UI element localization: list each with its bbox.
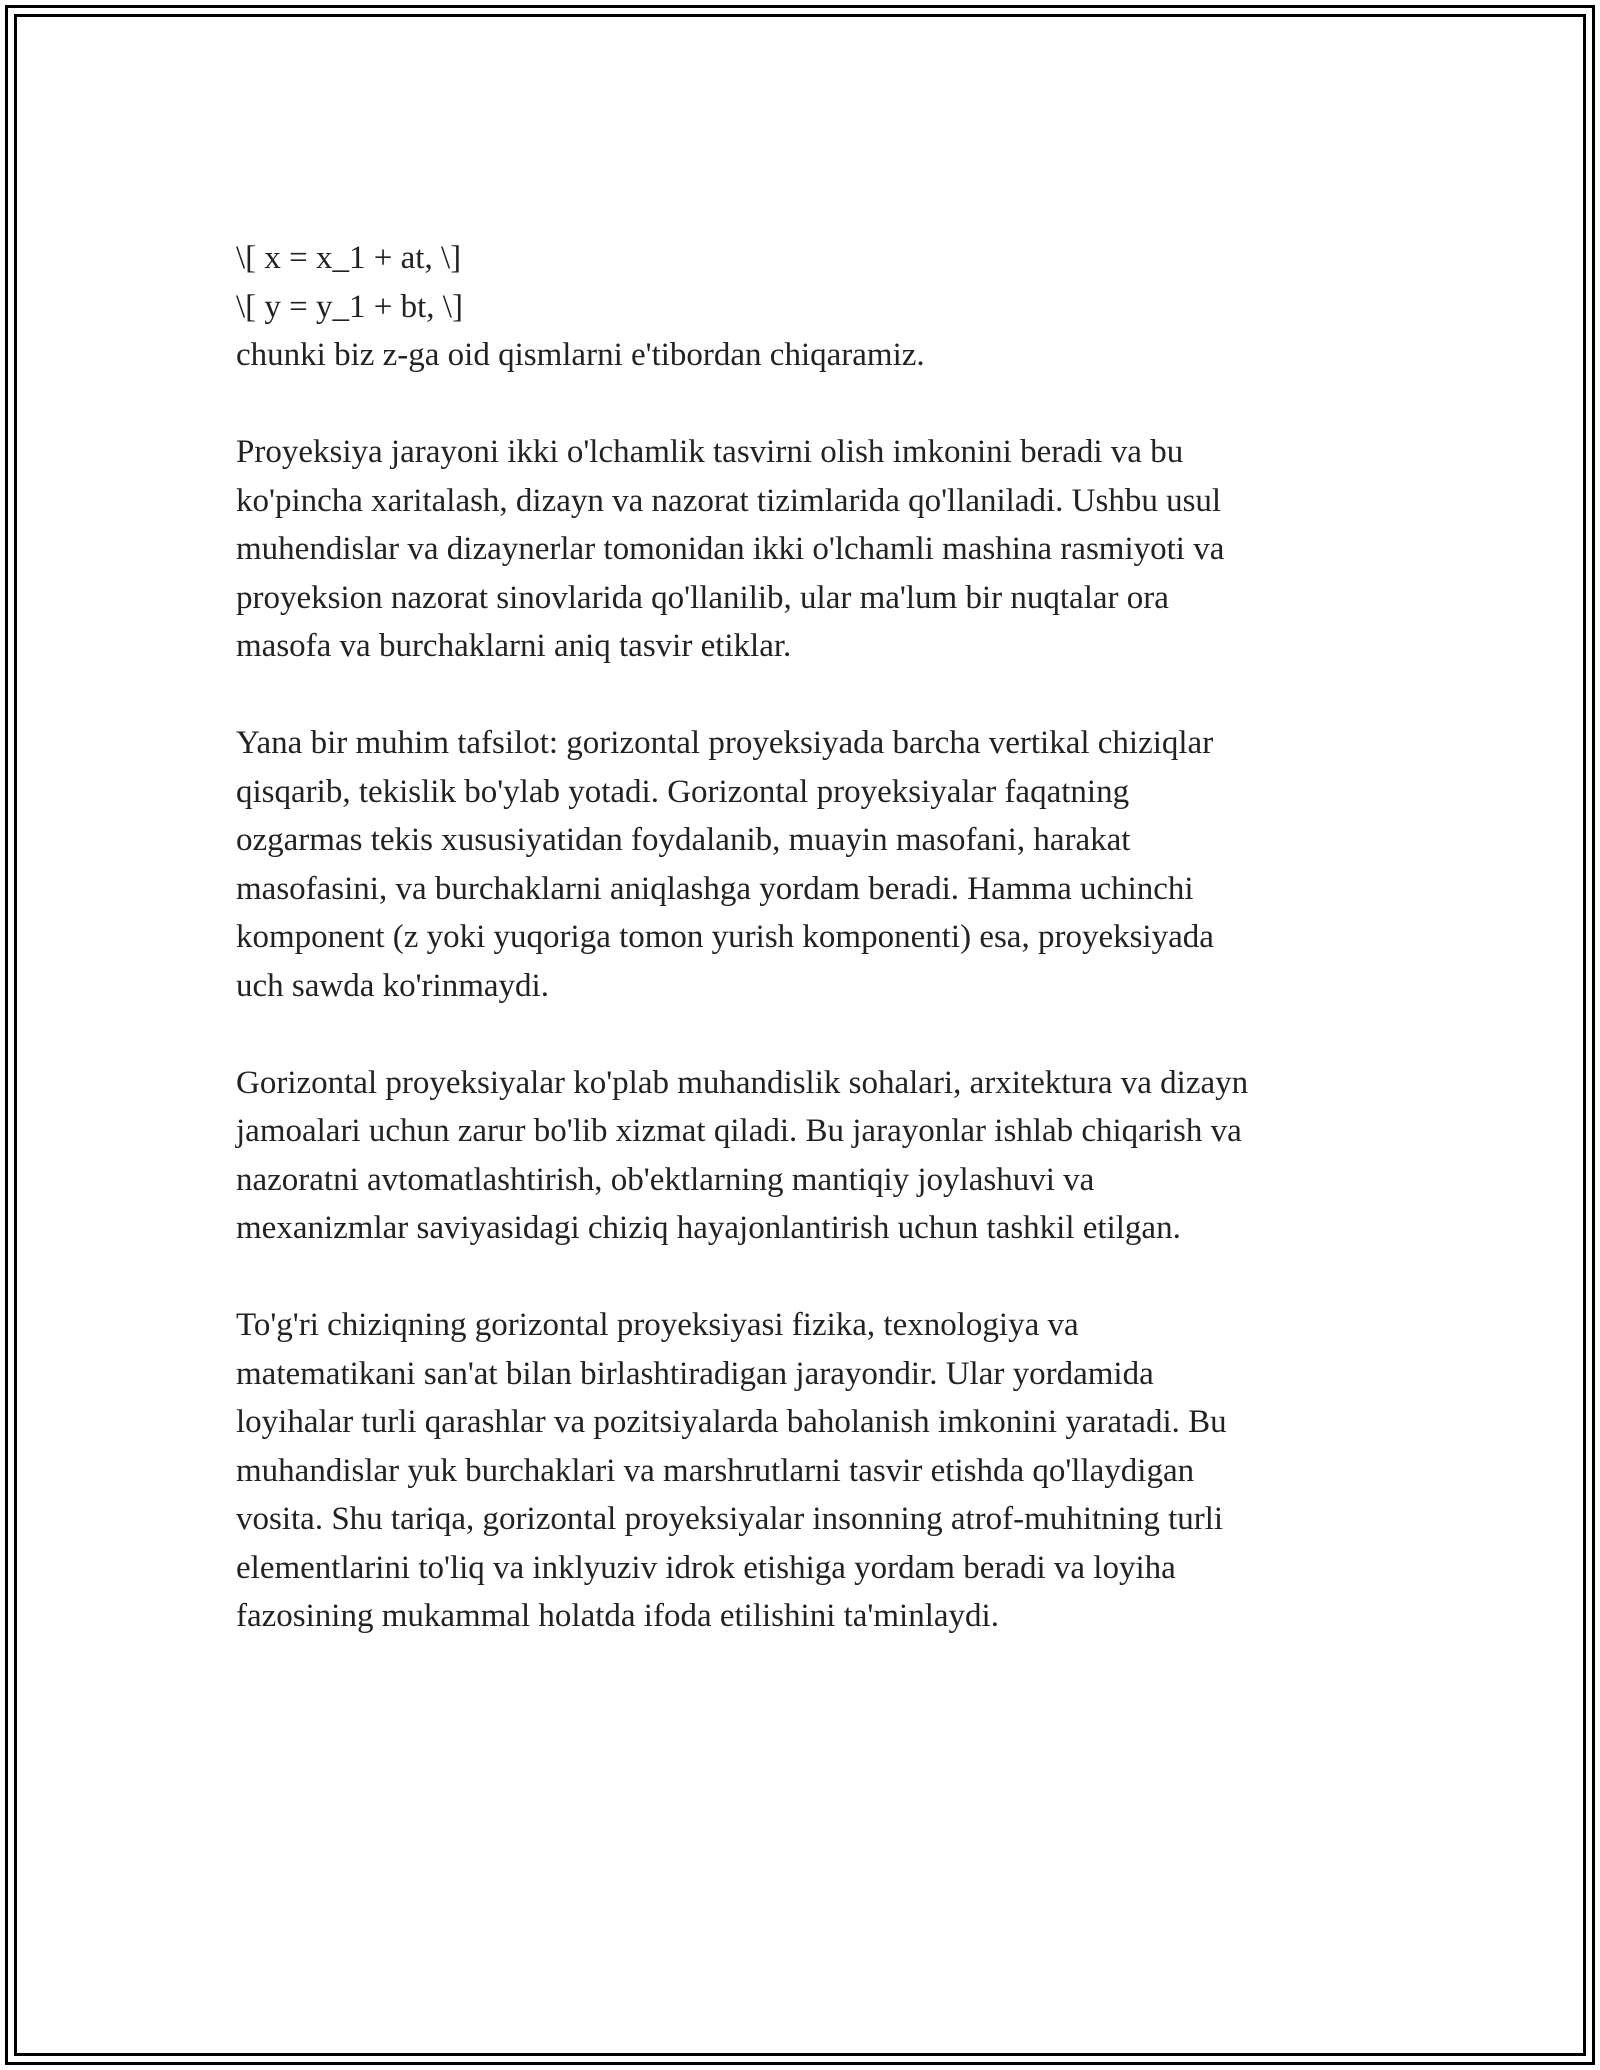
paragraph-line: komponent (z yoki yuqoriga tomon yurish komponenti) esa, proyeksiyada xyxy=(236,919,1214,955)
paragraph-line: vosita. Shu tariqa, gorizontal proyeksiyalar insonning atrof-muhitning turli xyxy=(236,1501,1224,1537)
paragraph-line: masofa va burchaklarni aniq tasvir etiklar. xyxy=(236,628,792,664)
document-body xyxy=(236,234,1386,1641)
paragraph-line: Gorizontal proyeksiyalar ko'plab muhandislik sohalari, arxitektura va dizayn xyxy=(236,1064,1249,1101)
paragraph-line: uch sawda ko'rinmaydi. xyxy=(236,967,549,1004)
paragraph-line: Proyeksiya jarayoni ikki o'lchamlik tasvirni olish imkonini beradi va bu xyxy=(236,434,1184,470)
paragraph-line: muhandislar yuk burchaklari va marshrutlarni tasvir etishda qo'llaydigan xyxy=(236,1452,1195,1489)
paragraph-line: qisqarib, tekislik bo'ylab yotadi. Gorizontal proyeksiyalar faqatning xyxy=(236,773,1130,810)
paragraph-line: elementlarini to'liq va inklyuziv idrok etishiga yordam beradi va loyiha xyxy=(236,1549,1176,1586)
paragraph-line: muhendislar va dizaynerlar tomonidan ikki o'lchamli mashina rasmiyoti va xyxy=(236,531,1225,567)
paragraph-line: mexanizmlar saviyasidagi chiziq hayajonlantirish uchun tashkil etilgan. xyxy=(236,1210,1181,1246)
paragraph-line: proyeksion nazorat sinovlarida qo'llanilib, ular ma'lum bir nuqtalar ora xyxy=(236,579,1169,616)
paragraph-conclusion xyxy=(236,1301,1386,1641)
paragraph-line: Yana bir muhim tafsilot: gorizontal proyeksiyada barcha vertikal chiziqlar xyxy=(236,725,1214,761)
paragraph-line: matematikani san'at bilan birlashtiradigan jarayondir. Ular yordamida xyxy=(236,1355,1154,1392)
paragraph-line: masofasini, va burchaklarni aniqlashga yordam beradi. Hamma uchinchi xyxy=(236,870,1194,907)
paragraph-engineering-fields xyxy=(236,1059,1386,1253)
paragraph-line: ko'pincha xaritalash, dizayn va nazorat tizimlarida qo'llaniladi. Ushbu usul xyxy=(236,482,1222,519)
paragraph-line: nazoratni avtomatlashtirish, ob'ektlarning mantiqiy joylashuvi va xyxy=(236,1161,1095,1198)
formula-line-y: \[ y = y_1 + bt, \] xyxy=(236,288,463,325)
formula-line-x: \[ x = x_1 + at, \] xyxy=(236,240,462,276)
paragraph-line: ozgarmas tekis xususiyatidan foydalanib, muayin masofani, harakat xyxy=(236,822,1131,858)
paragraph-projection-process xyxy=(236,428,1386,671)
paragraph-line: loyihalar turli qarashlar va pozitsiyalarda baholanish imkonini yaratadi. Bu xyxy=(236,1404,1227,1440)
formula-note: chunki biz z-ga oid qismlarni e'tibordan chiqaramiz. xyxy=(236,337,925,373)
paragraph-line: fazosining mukammal holatda ifoda etilishini ta'minlaydi. xyxy=(236,1598,999,1634)
paragraph-important-detail xyxy=(236,719,1386,1010)
formula-block xyxy=(236,234,1386,380)
paragraph-line: jamoalari uchun zarur bo'lib xizmat qiladi. Bu jarayonlar ishlab chiqarish va xyxy=(236,1113,1242,1149)
paragraph-line: To'g'ri chiziqning gorizontal proyeksiyasi fizika, texnologiya va xyxy=(236,1307,1079,1343)
